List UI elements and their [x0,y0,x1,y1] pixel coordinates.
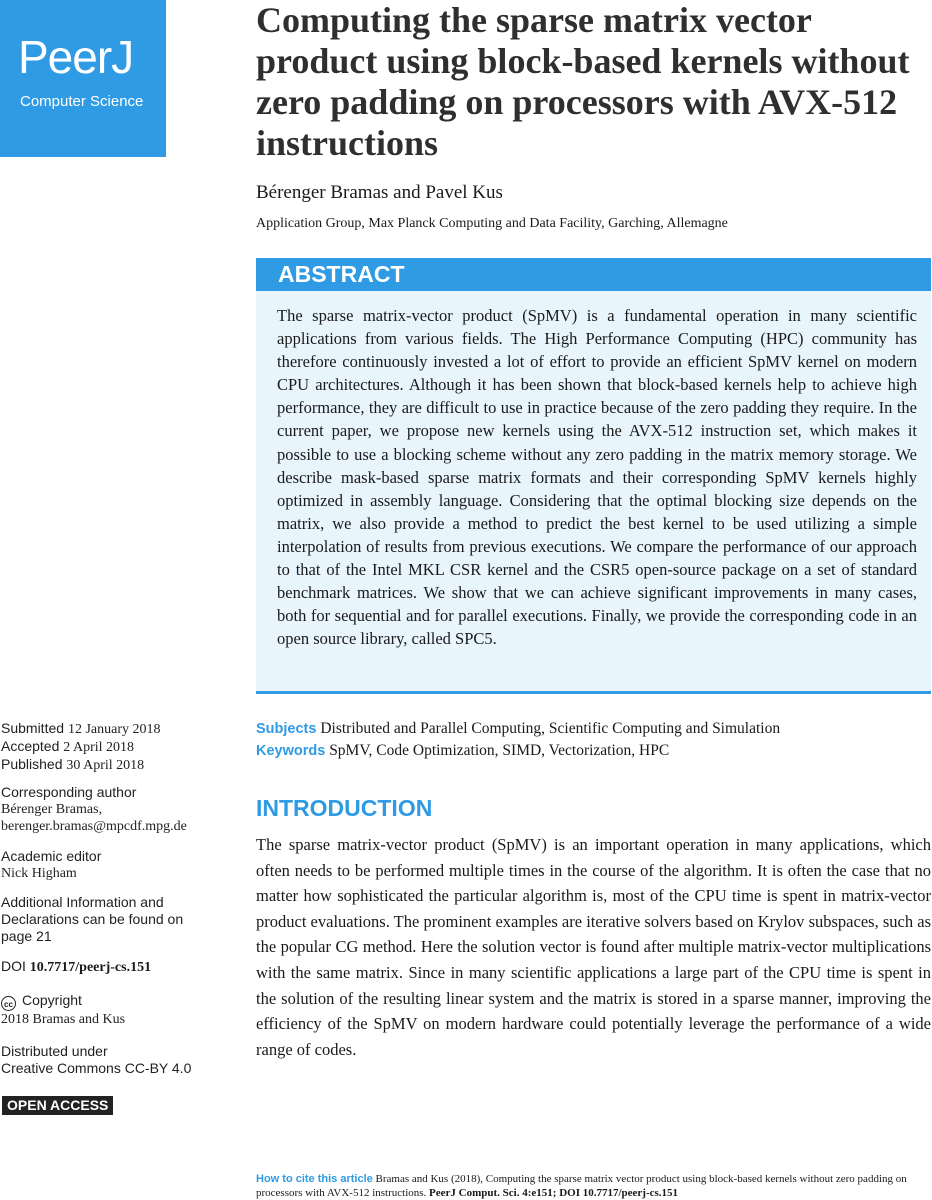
distributed-line-2[interactable]: Creative Commons CC-BY 4.0 [1,1060,192,1076]
accepted-date: 2 April 2018 [63,740,135,755]
abstract-heading: ABSTRACT [256,258,931,291]
copyright-label: Copyright [22,992,82,1008]
copyright-value: 2018 Bramas and Kus [1,1012,126,1027]
editor-label: Academic editor [1,848,102,864]
doi [1,958,151,976]
logo-brand: PeerJ [18,31,134,83]
additional-line-3: page 21 [1,928,52,944]
abstract-text: The sparse matrix-vector product (SpMV) is a fundamental operation in many scientific applications from various fields. The High Performance Computing (HPC) community has therefore continuously invested a lot of effort to provide an efficient SpMV kernel on modern CPU architectures. Although it has been shown that block-based kernels help to achieve high performance, they are difficult to use in practice because of the zero padding they require. In the current paper, we propose new kernels using the AVX-512 instruction set, which makes it possible to use a blocking scheme without any zero padding in the matrix memory storage. We describe mask-based sparse matrix formats and their corresponding SpMV kernels highly optimized in assembly language. Considering that the optimal blocking size depends on the matrix, we also provide a method to predict the best kernel to be used utilizing a simple interpolation of results from previous executions. We compare the performance of our approach to that of the Intel MKL CSR kernel and the CSR5 open-source package on a set of standard benchmark matrices. We show that we can achieve significant improvements in many cases, both for sequential and for parallel executions. Finally, we provide the corresponding code in an open source library, called SPC5. [277,306,917,649]
citation-volume: 4:e151; DOI 10.7717/peerj-cs.151 [522,1187,679,1199]
accepted-label: Accepted [1,738,60,754]
peerj-logo[interactable] [0,0,166,157]
additional-line-2: Declarations can be found on [1,911,184,927]
keywords-value: SpMV, Code Optimization, SIMD, Vectorization, HPC [329,742,670,759]
subjects-label: Subjects [256,721,317,737]
abstract-box [256,258,931,694]
affiliation: Application Group, Max Planck Computing and Data Facility, Garching, Allemagne [256,216,728,231]
authors: Bérenger Bramas and Pavel Kus [256,182,503,203]
subjects-keywords [256,718,780,762]
published-date: 30 April 2018 [66,758,145,773]
paper-title: Computing the sparse matrix vector product using block-based kernels without zero padding on processors with AVX-512 instructions [256,0,910,163]
corresponding-label: Corresponding author [1,784,137,800]
submitted-date: 12 January 2018 [67,722,161,737]
corresponding-email[interactable]: berenger.bramas@mpcdf.mpg.de [1,819,187,834]
citation-label: How to cite this article [256,1173,373,1185]
submitted-label: Submitted [1,720,65,736]
editor-name: Nick Higham [1,866,77,881]
introduction-heading: INTRODUCTION [256,795,433,821]
additional-info[interactable] [1,894,221,945]
distributed-line-1: Distributed under [1,1043,108,1059]
published-label: Published [1,756,63,772]
academic-editor [1,848,221,882]
doi-value[interactable]: 10.7717/peerj-cs.151 [29,960,152,975]
creative-commons-icon: cc [1,996,16,1011]
introduction-text: The sparse matrix-vector product (SpMV) is an important operation in many applications, which often needs to be performed multiple times in the course of the algorithm. It is often the case that no matter how sophisticated the particular algorithm is, most of the CPU time is spent in matrix-vector product evaluations. The prominent examples are iterative solvers based on Krylov subspaces, such as the popular CG method. Here the solution vector is found after multiple matrix-vector multiplications with the same matrix. Since in many scientific applications a large part of the CPU time is spent in the solution of the resulting linear system and the matrix is stored in a sparse manner, improving the efficiency of the SpMV on modern hardware could potentially leverage the performance of a wide range of codes. [256,835,931,1059]
citation [256,1172,926,1200]
open-access-badge: OPEN ACCESS [2,1096,113,1115]
citation-text: Bramas and Kus (2018), Computing the sparse matrix vector product using block-based kernels without zero padding on processors with AVX-512 instructions. [256,1173,907,1199]
subjects-value: Distributed and Parallel Computing, Scientific Computing and Simulation [320,720,781,737]
corresponding-author [1,784,221,835]
additional-line-1: Additional Information and [1,894,164,910]
corresponding-name: Bérenger Bramas, [1,802,103,817]
copyright [1,992,221,1028]
doi-label: DOI [1,958,26,974]
citation-journal: PeerJ Comput. Sci. [429,1187,520,1199]
keywords-label: Keywords [256,743,326,759]
logo-subtitle: Computer Science [20,93,144,110]
publication-dates [1,720,221,774]
license [1,1043,221,1077]
